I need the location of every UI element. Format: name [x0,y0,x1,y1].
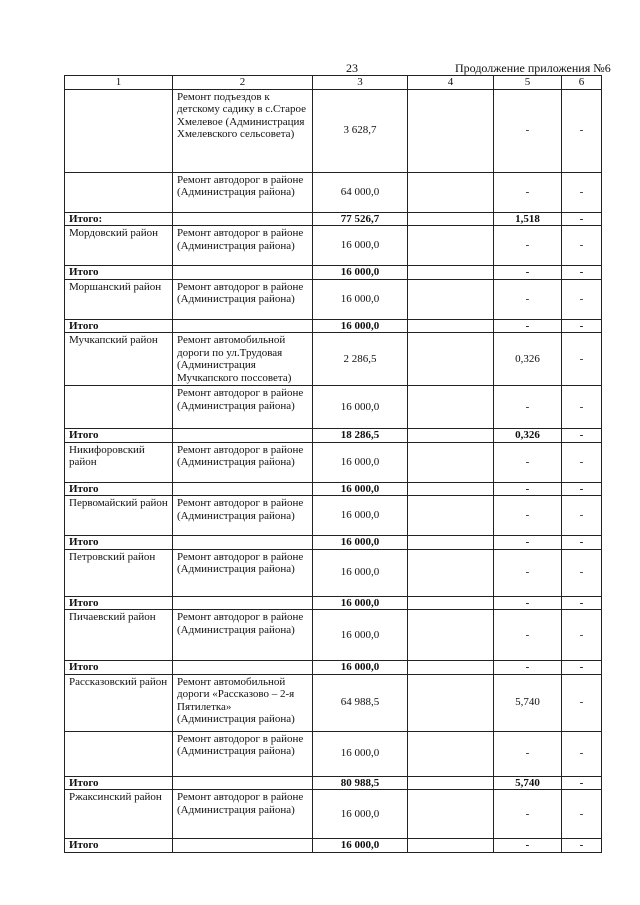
amount-cell: 18 286,5 [313,429,408,443]
total-row [65,661,602,675]
amount-cell: 16 000,0 [313,596,408,610]
work-description-cell: Ремонт автомобильной дороги «Рассказово – 2-я Пятилетка» (Администрация района) [173,674,313,731]
column4-cell [408,731,494,776]
column6-cell: - [562,776,602,790]
length-cell: - [494,482,562,496]
length-cell: - [494,610,562,661]
length-cell: - [494,172,562,212]
district-cell: Никифоровский район [65,442,173,482]
work-description-cell [173,536,313,550]
amount-cell: 16 000,0 [313,610,408,661]
work-description-cell: Ремонт автодорог в районе (Администрация района) [173,731,313,776]
column4-cell [408,386,494,429]
column6-cell: - [562,442,602,482]
work-description-cell: Ремонт автодорог в районе (Администрация района) [173,279,313,319]
column6-cell: - [562,429,602,443]
column6-cell: - [562,790,602,839]
work-description-cell [173,661,313,675]
column4-cell [408,482,494,496]
total-row [65,596,602,610]
total-row [65,482,602,496]
column6-cell: - [562,596,602,610]
column6-cell: - [562,266,602,280]
column6-cell: - [562,549,602,596]
column4-cell [408,839,494,853]
table-row [65,442,602,482]
amount-cell: 16 000,0 [313,319,408,333]
length-cell: - [494,442,562,482]
amount-cell: 16 000,0 [313,536,408,550]
work-description-cell [173,839,313,853]
column6-cell: - [562,496,602,536]
column6-cell: - [562,674,602,731]
length-cell: 0,326 [494,333,562,386]
total-row [65,212,602,226]
total-row [65,776,602,790]
amount-cell: 16 000,0 [313,549,408,596]
amount-cell: 16 000,0 [313,226,408,266]
district-cell: Итого [65,266,173,280]
work-description-cell: Ремонт подъездов к детскому садику в с.Старое Хмелевое (Администрация Хмелевского сельсовета) [173,89,313,172]
district-cell [65,731,173,776]
amount-cell: 3 628,7 [313,89,408,172]
column-number-row [65,76,602,90]
continuation-heading: Продолжение приложения №6 [455,61,611,75]
column6-cell: - [562,333,602,386]
work-description-cell [173,319,313,333]
table-row [65,790,602,839]
column4-cell [408,549,494,596]
amount-cell: 16 000,0 [313,482,408,496]
column6-cell: - [562,839,602,853]
amount-cell: 80 988,5 [313,776,408,790]
work-description-cell: Ремонт автодорог в районе (Администрация района) [173,172,313,212]
work-description-cell: Ремонт автодорог в районе (Администрация района) [173,386,313,429]
district-cell: Итого [65,661,173,675]
column4-cell [408,266,494,280]
district-cell: Итого: [65,212,173,226]
table-row [65,386,602,429]
work-description-cell [173,429,313,443]
length-cell: 5,740 [494,776,562,790]
work-description-cell [173,266,313,280]
column4-cell [408,536,494,550]
table-row [65,549,602,596]
column6-cell: - [562,172,602,212]
work-description-cell: Ремонт автомобильной дороги по ул.Трудовая (Администрация Мучкапского поссовета) [173,333,313,386]
column6-cell: - [562,482,602,496]
total-row [65,266,602,280]
work-description-cell: Ремонт автодорог в районе (Администрация района) [173,610,313,661]
column4-cell [408,674,494,731]
district-cell: Итого [65,596,173,610]
district-cell [65,386,173,429]
column4-cell [408,790,494,839]
table-body [65,89,602,852]
page-number: 23 [346,61,358,75]
amount-cell: 16 000,0 [313,266,408,280]
table-row [65,89,602,172]
district-cell: Мордовский район [65,226,173,266]
column6-cell: - [562,661,602,675]
length-cell: - [494,279,562,319]
table-row [65,731,602,776]
district-cell: Итого [65,536,173,550]
total-row [65,429,602,443]
column6-cell: - [562,536,602,550]
table-row [65,333,602,386]
work-description-cell [173,776,313,790]
column-header: 6 [562,76,602,90]
length-cell: - [494,661,562,675]
table-row [65,496,602,536]
column6-cell: - [562,89,602,172]
column6-cell: - [562,731,602,776]
amount-cell: 16 000,0 [313,496,408,536]
length-cell: - [494,496,562,536]
column4-cell [408,661,494,675]
length-cell: - [494,731,562,776]
column4-cell [408,442,494,482]
column6-cell: - [562,319,602,333]
amount-cell: 16 000,0 [313,279,408,319]
length-cell: - [494,839,562,853]
appendix-table [64,75,602,853]
work-description-cell: Ремонт автодорог в районе (Администрация района) [173,226,313,266]
column-header: 4 [408,76,494,90]
amount-cell: 64 988,5 [313,674,408,731]
length-cell: - [494,596,562,610]
amount-cell: 16 000,0 [313,790,408,839]
district-cell: Первомайский район [65,496,173,536]
district-cell: Мучкапский район [65,333,173,386]
column4-cell [408,429,494,443]
column6-cell: - [562,226,602,266]
column-header: 1 [65,76,173,90]
length-cell: 5,740 [494,674,562,731]
length-cell: - [494,386,562,429]
length-cell: - [494,549,562,596]
district-cell: Итого [65,429,173,443]
column4-cell [408,172,494,212]
work-description-cell [173,212,313,226]
amount-cell: 16 000,0 [313,386,408,429]
table-row [65,279,602,319]
column4-cell [408,319,494,333]
length-cell: - [494,536,562,550]
length-cell: 0,326 [494,429,562,443]
column4-cell [408,333,494,386]
length-cell: 1,518 [494,212,562,226]
amount-cell: 2 286,5 [313,333,408,386]
column-header: 2 [173,76,313,90]
district-cell [65,172,173,212]
district-cell: Итого [65,482,173,496]
column4-cell [408,776,494,790]
length-cell: - [494,319,562,333]
total-row [65,319,602,333]
column4-cell [408,279,494,319]
amount-cell: 16 000,0 [313,839,408,853]
work-description-cell: Ремонт автодорог в районе (Администрация района) [173,790,313,839]
work-description-cell [173,596,313,610]
table-row [65,172,602,212]
column4-cell [408,226,494,266]
column6-cell: - [562,212,602,226]
column6-cell: - [562,279,602,319]
amount-cell: 16 000,0 [313,442,408,482]
length-cell: - [494,89,562,172]
column-header: 5 [494,76,562,90]
table-row [65,610,602,661]
length-cell: - [494,226,562,266]
length-cell: - [494,266,562,280]
column4-cell [408,496,494,536]
column4-cell [408,610,494,661]
column4-cell [408,212,494,226]
district-cell: Итого [65,319,173,333]
amount-cell: 16 000,0 [313,661,408,675]
amount-cell: 64 000,0 [313,172,408,212]
work-description-cell: Ремонт автодорог в районе (Администрация района) [173,549,313,596]
work-description-cell: Ремонт автодорог в районе (Администрация района) [173,496,313,536]
table-row [65,226,602,266]
total-row [65,839,602,853]
amount-cell: 16 000,0 [313,731,408,776]
column6-cell: - [562,386,602,429]
district-cell: Моршанский район [65,279,173,319]
length-cell: - [494,790,562,839]
district-cell [65,89,173,172]
work-description-cell: Ремонт автодорог в районе (Администрация района) [173,442,313,482]
work-description-cell [173,482,313,496]
column4-cell [408,596,494,610]
district-cell: Ржаксинский район [65,790,173,839]
column6-cell: - [562,610,602,661]
district-cell: Пичаевский район [65,610,173,661]
column4-cell [408,89,494,172]
district-cell: Итого [65,839,173,853]
amount-cell: 77 526,7 [313,212,408,226]
district-cell: Итого [65,776,173,790]
total-row [65,536,602,550]
column-header: 3 [313,76,408,90]
district-cell: Рассказовский район [65,674,173,731]
table-row [65,674,602,731]
district-cell: Петровский район [65,549,173,596]
